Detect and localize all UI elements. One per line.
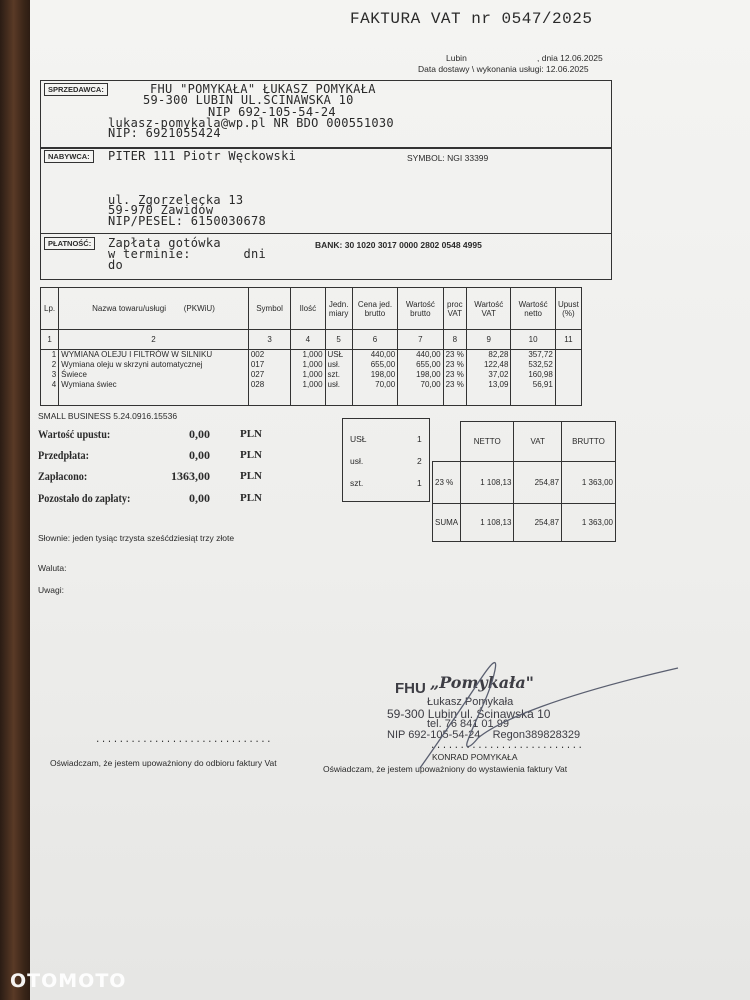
items-rate-cell — [443, 350, 466, 406]
discount-currency: PLN — [240, 428, 262, 440]
table-row-lp: 4 — [51, 380, 57, 389]
col-vat: Wartość VAT — [467, 288, 511, 330]
stamp-brand: FHU — [395, 680, 426, 697]
table-row-unit: usł. — [327, 360, 340, 369]
col-number: 6 — [352, 330, 397, 350]
unit-count: 2 — [417, 456, 422, 466]
stamp-nip-regon: NIP 692-105-54-24 Regon389828329 — [387, 729, 581, 741]
delivery-date: Data dostawy \ wykonania usługi: 12.06.2025 — [418, 64, 589, 74]
issuer-declaration: Oświadczam, że jestem upoważniony do wystawienia faktury Vat — [323, 764, 568, 774]
paid-currency: PLN — [240, 470, 262, 482]
buyer-street: ul. Zgorzelecka 13 — [108, 193, 244, 207]
discount-label: Wartość upustu: — [38, 427, 111, 441]
col-number: 7 — [398, 330, 443, 350]
prepayment-currency: PLN — [240, 449, 262, 461]
col-net: Wartość netto — [511, 288, 555, 330]
table-row-symbol: 002 — [250, 350, 265, 359]
seller-name: FHU "POMYKAŁA" ŁUKASZ POMYKAŁA — [150, 82, 376, 96]
table-row-qty: 1,000 — [302, 350, 323, 359]
payment-until: do — [108, 258, 124, 272]
table-row-name: WYMIANA OLEJU I FILTRÓW W SILNIKU — [61, 350, 213, 359]
buyer-name: PITER 111 Piotr Węckowski — [108, 149, 297, 163]
table-row-net: 56,91 — [532, 380, 553, 389]
table-row-gross: 655,00 — [416, 360, 441, 369]
stamp-address: 59-300 Lubin ul. Ścinawska 10 — [387, 707, 551, 721]
table-row-qty: 1,000 — [302, 370, 323, 379]
vat-head-vat: VAT — [514, 422, 562, 462]
signature-scribble — [380, 650, 680, 780]
table-row-unit: szt. — [327, 370, 340, 379]
table-row-price: 198,00 — [370, 370, 396, 379]
table-row-price: 70,00 — [375, 380, 396, 389]
seller-address: 59-300 LUBIN UL.ŚCINAWSKA 10 — [143, 93, 354, 107]
paid-value: 1363,00 — [171, 469, 210, 483]
col-number: 4 — [291, 330, 325, 350]
place: Lubin — [446, 53, 467, 63]
col-discount: Upust (%) — [555, 288, 581, 330]
items-qty-cell — [291, 350, 325, 406]
issuer-name: KONRAD POMYKAŁA — [432, 752, 518, 762]
vat-sum-label: SUMA — [433, 504, 461, 542]
col-number: 11 — [555, 330, 581, 350]
table-row-name: Wymiana świec — [61, 380, 117, 389]
col-gross: Wartość brutto — [398, 288, 443, 330]
vat-rate-netto: 1 108,13 — [461, 462, 514, 504]
col-number: 2 — [59, 330, 249, 350]
table-row-net: 357,72 — [528, 350, 553, 359]
seller-nip2: NIP: 6921055424 — [108, 126, 221, 140]
payment-term: w terminie: dni — [108, 247, 267, 261]
table-row-name: Świece — [61, 370, 87, 379]
otomoto-watermark: OTOMOTO — [10, 970, 127, 992]
col-price: Cena jed. brutto — [352, 288, 397, 330]
col-number: 9 — [467, 330, 511, 350]
table-row-lp: 1 — [51, 350, 57, 359]
unit-name: USŁ — [350, 434, 367, 444]
table-row-net: 532,52 — [528, 360, 553, 369]
unit-count: 1 — [417, 434, 422, 444]
col-lp: Lp. — [41, 288, 59, 330]
remaining-currency: PLN — [240, 492, 262, 504]
receiver-declaration: Oświadczam, że jestem upoważniony do odbioru faktury Vat — [50, 758, 277, 768]
items-net-cell — [511, 350, 555, 406]
remaining-label: Pozostało do zapłaty: — [38, 491, 131, 505]
table-row-lp: 2 — [51, 360, 57, 369]
currency-label: Waluta: — [38, 563, 67, 573]
vat-sum-netto: 1 108,13 — [461, 504, 514, 542]
table-row-lp: 3 — [51, 370, 57, 379]
items-table — [40, 287, 582, 406]
table-row-rate: 23 % — [445, 380, 464, 389]
vat-head-brutto: BRUTTO — [562, 422, 616, 462]
table-row-symbol: 028 — [250, 380, 265, 389]
remarks-label: Uwagi: — [38, 585, 64, 595]
table-row-price: 655,00 — [370, 360, 396, 369]
items-lp-cell — [41, 350, 59, 406]
table-row-qty: 1,000 — [302, 360, 323, 369]
bank-account: BANK: 30 1020 3017 0000 2802 0548 4995 — [315, 240, 482, 250]
items-vat-cell — [467, 350, 511, 406]
col-number: 3 — [248, 330, 290, 350]
wooden-table-edge — [0, 0, 34, 1000]
issuer-dots: .......................... — [430, 741, 584, 751]
col-number: 10 — [511, 330, 555, 350]
buyer-city: 59-970 Zawidów — [108, 203, 214, 217]
table-row-qty: 1,000 — [302, 380, 323, 389]
items-gross-cell — [398, 350, 443, 406]
unit-name: szt. — [350, 478, 364, 488]
remaining-value: 0,00 — [189, 491, 210, 505]
amount-in-words: Słownie: jeden tysiąc trzysta sześćdziesiąt trzy złote — [38, 533, 235, 543]
table-row-unit: usł. — [327, 380, 340, 389]
unit-name: usł. — [350, 456, 364, 466]
col-symbol: Symbol — [248, 288, 290, 330]
unit-count: 1 — [417, 478, 422, 488]
items-name-cell — [59, 350, 249, 406]
seller-label: SPRZEDAWCA: — [44, 83, 108, 96]
vat-sum-brutto: 1 363,00 — [562, 504, 616, 542]
table-row-net: 160,98 — [528, 370, 553, 379]
table-row-gross: 70,00 — [420, 380, 441, 389]
payment-method: Zapłata gotówka — [108, 236, 221, 250]
table-row-vat: 82,28 — [488, 350, 509, 359]
col-name: Nazwa towaru/usługi (PKWiU) — [59, 288, 249, 330]
buyer-label: NABYWCA: — [44, 150, 94, 163]
table-row-vat: 13,09 — [488, 380, 509, 389]
invoice-title: FAKTURA VAT nr 0547/2025 — [350, 10, 593, 28]
items-symbol-cell — [248, 350, 290, 406]
table-row-price: 440,00 — [370, 350, 396, 359]
software-version: SMALL BUSINESS 5.24.0916.15536 — [38, 411, 178, 421]
table-row-vat: 122,48 — [483, 360, 509, 369]
vat-rate-vat: 254,87 — [514, 462, 562, 504]
table-row-rate: 23 % — [445, 370, 464, 379]
vat-sum-vat: 254,87 — [514, 504, 562, 542]
payment-label: PŁATNOŚĆ: — [44, 237, 95, 250]
table-row-gross: 198,00 — [416, 370, 441, 379]
seller-nip: NIP 692-105-54-24 — [208, 105, 336, 119]
col-number: 8 — [443, 330, 466, 350]
seller-email: lukasz-pomykala@wp.pl NR BDO 000551030 — [108, 116, 394, 130]
table-row-rate: 23 % — [445, 350, 464, 359]
issue-date: , dnia 12.06.2025 — [537, 53, 603, 63]
col-number: 5 — [325, 330, 352, 350]
col-unit: Jedn. miary — [325, 288, 352, 330]
prepayment-label: Przedpłata: — [38, 448, 89, 462]
items-discount-cell — [555, 350, 581, 406]
items-unit-cell — [325, 350, 352, 406]
col-vat-rate: proc VAT — [443, 288, 466, 330]
col-qty: Ilość — [291, 288, 325, 330]
col-number: 1 — [41, 330, 59, 350]
stamp-person: Łukasz Pomykała — [427, 696, 514, 708]
buyer-nip: NIP/PESEL: 6150030678 — [108, 214, 267, 228]
buyer-symbol: SYMBOL: NGI 33399 — [407, 153, 489, 163]
prepayment-value: 0,00 — [189, 448, 210, 462]
vat-rate-brutto: 1 363,00 — [562, 462, 616, 504]
table-row-symbol: 017 — [250, 360, 265, 369]
table-row-vat: 37,02 — [488, 370, 509, 379]
table-row-name: Wymiana oleju w skrzyni automatycznej — [61, 360, 203, 369]
stamp-phone: tel. 76 841 01 99 — [427, 718, 509, 730]
items-price-cell — [352, 350, 397, 406]
paid-label: Zapłacono: — [38, 469, 88, 483]
table-row-gross: 440,00 — [416, 350, 441, 359]
stamp-script-name: „Pomykała" — [430, 673, 535, 692]
discount-value: 0,00 — [189, 427, 210, 441]
vat-head-netto: NETTO — [461, 422, 514, 462]
table-row-rate: 23 % — [445, 360, 464, 369]
vat-summary-table — [432, 421, 616, 542]
vat-rate: 23 % — [433, 462, 461, 504]
receiver-dots: .............................. — [95, 735, 273, 745]
table-row-unit: USŁ — [327, 350, 344, 359]
table-row-symbol: 027 — [250, 370, 265, 379]
